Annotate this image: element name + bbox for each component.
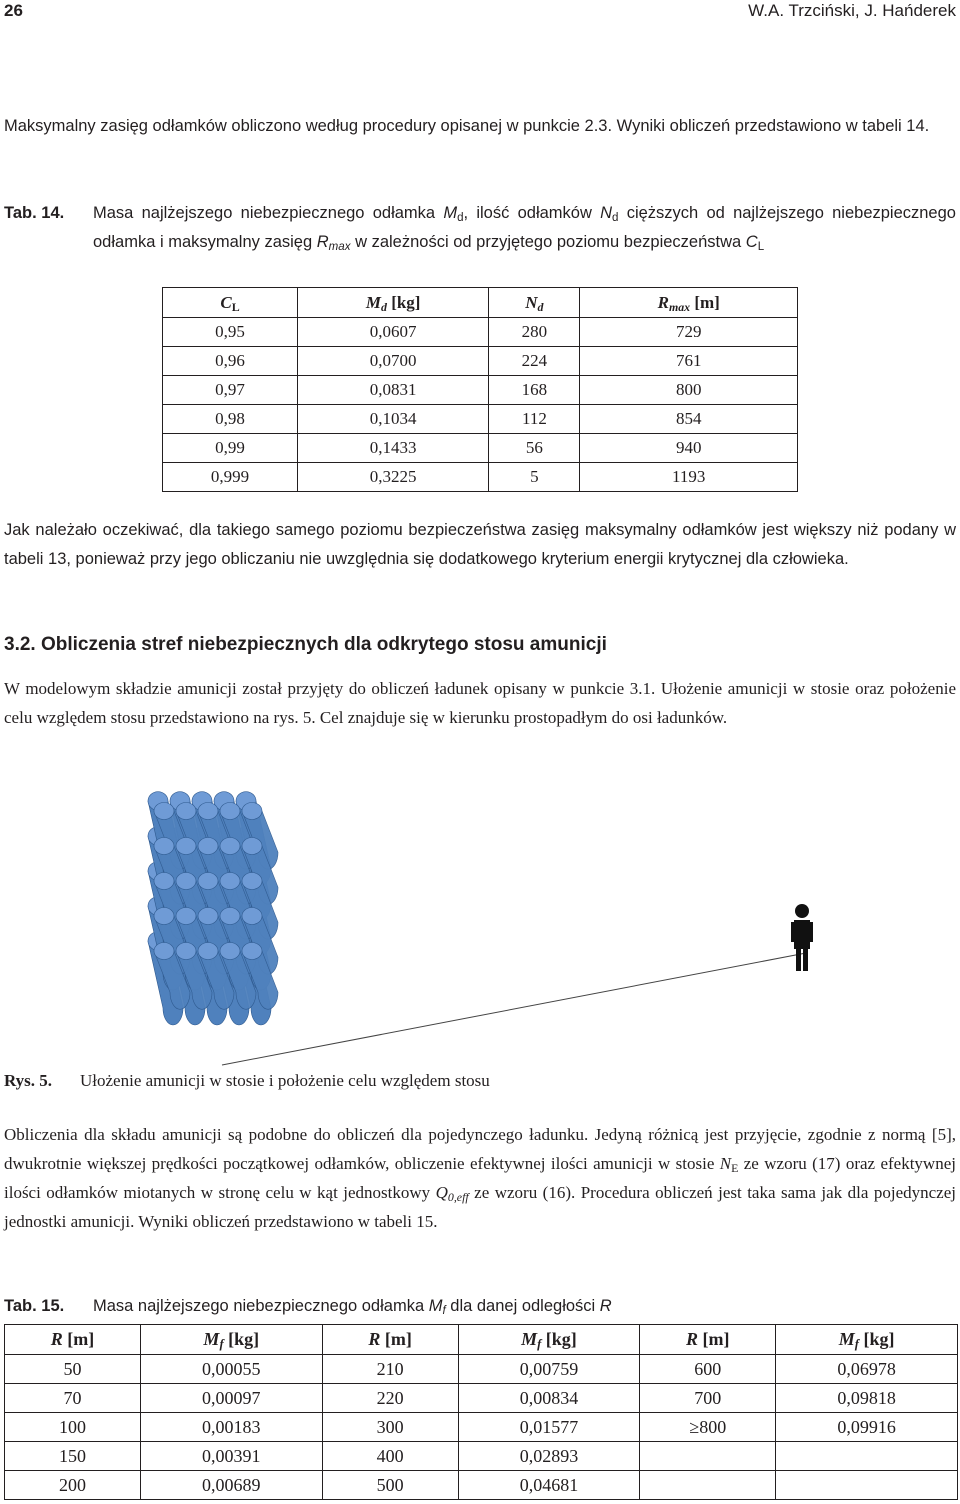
table-14	[162, 287, 798, 492]
table-row	[163, 376, 798, 405]
cylinder-end	[220, 943, 240, 960]
cylinder-end	[242, 908, 262, 925]
table-cell: 220	[322, 1384, 458, 1413]
table-cell: 0,97	[163, 376, 298, 405]
cylinder-end	[242, 943, 262, 960]
table-cell: 210	[322, 1355, 458, 1384]
table-cell: 0,00183	[140, 1413, 322, 1442]
table-cell: 0,95	[163, 318, 298, 347]
table-cell: 0,09916	[776, 1413, 958, 1442]
table-cell: 0,999	[163, 463, 298, 492]
table-row	[163, 347, 798, 376]
tab15-caption: Masa najlżejszego niebezpiecznego odłamka $M_f$ dla danej odległości R	[93, 1297, 612, 1317]
cylinder-end	[176, 873, 196, 890]
cylinder-end	[220, 873, 240, 890]
cylinder-end	[198, 908, 218, 925]
line-of-sight	[222, 953, 806, 1065]
cylinder-end	[176, 803, 196, 820]
stack-calculation-paragraph: Obliczenia dla składu amunicji są podobne do obliczeń dla pojedynczego ładunku. Jedyną różnicą jest przyjęcie, zgodnie z normą [5], dwukrotnie większej prędkości początkowej odłamków, obliczenie efektywnej ilości amunicji w stosie $N_E$ ze wzoru (17) oraz efektywnej ilości odłamków miotanych w stronę celu w kąt jednostkowy $Q_{0,eff}$ ze wzoru (16). Procedura obliczeń jest taka sama jak dla pojedynczej jednostki amunicji. Wyniki obliczeń przedstawiono w tabeli 15.	[4, 1125, 956, 1231]
col-header-rmax: $R_{max}$ [m]	[580, 288, 798, 318]
cylinder-end	[220, 803, 240, 820]
section-heading: 3.2. Obliczenia stref niebezpiecznych dla odkrytego stosu amunicji	[4, 634, 607, 655]
cylinder-end	[220, 838, 240, 855]
table-cell: 0,0607	[298, 318, 489, 347]
table-cell: 0,98	[163, 405, 298, 434]
table-cell: 300	[322, 1413, 458, 1442]
table-row	[163, 318, 798, 347]
table-cell: 0,00834	[458, 1384, 640, 1413]
table-cell: 854	[580, 405, 798, 434]
table-cell: 0,02893	[458, 1442, 640, 1471]
cylinder-end	[154, 803, 174, 820]
table-cell: 0,1034	[298, 405, 489, 434]
table-cell: 800	[580, 376, 798, 405]
table-cell: 100	[5, 1413, 141, 1442]
cylinder-end	[198, 943, 218, 960]
table-cell: 150	[5, 1442, 141, 1471]
table-cell: 700	[640, 1384, 776, 1413]
table-cell: 0,01577	[458, 1413, 640, 1442]
col-header-r: R [m]	[640, 1325, 776, 1355]
table-cell: 500	[322, 1471, 458, 1500]
page-number: 26	[4, 1, 23, 20]
figure-5-label: Rys. 5.	[4, 1071, 53, 1090]
col-header-r: R [m]	[322, 1325, 458, 1355]
cylinder-end	[176, 838, 196, 855]
cylinder-end	[176, 943, 196, 960]
table-15	[4, 1324, 958, 1500]
table-cell: 70	[5, 1384, 141, 1413]
table-cell	[640, 1471, 776, 1500]
table-cell: 0,04681	[458, 1471, 640, 1500]
ammunition-stack	[148, 792, 278, 1025]
table-cell: 1193	[580, 463, 798, 492]
model-description-paragraph: W modelowym składzie amunicji został przyjęty do obliczeń ładunek opisany w punkcie 3.1. Ułożenie amunicji w stosie oraz położenie celu względem stosu przedstawiono na rys. 5. Cel znajduje się w kierunku prostopadłym do osi ładunków.	[4, 679, 956, 727]
table-cell: 280	[489, 318, 580, 347]
col-header-nd: $N_d$	[489, 288, 580, 318]
cylinder-end	[154, 943, 174, 960]
col-header-mf: $M_f$ [kg]	[140, 1325, 322, 1355]
table-cell: 56	[489, 434, 580, 463]
table-cell: 5	[489, 463, 580, 492]
cylinder-end	[242, 803, 262, 820]
cylinder-end	[176, 908, 196, 925]
table-cell	[776, 1442, 958, 1471]
table-cell: 761	[580, 347, 798, 376]
table-cell: 0,99	[163, 434, 298, 463]
table-cell: 0,00689	[140, 1471, 322, 1500]
table-cell: 0,0831	[298, 376, 489, 405]
intro-paragraph: Maksymalny zasięg odłamków obliczono według procedury opisanej w punkcie 2.3. Wyniki obliczeń przedstawiono w tabeli 14.	[4, 117, 930, 135]
col-header-mf: $M_f$ [kg]	[776, 1325, 958, 1355]
table-cell: 0,06978	[776, 1355, 958, 1384]
target-person-icon	[791, 904, 813, 971]
table-header-row	[163, 288, 798, 318]
table-row	[5, 1384, 958, 1413]
tab14-label: Tab. 14.	[4, 204, 65, 222]
cylinder-end	[198, 873, 218, 890]
cylinder-end	[154, 908, 174, 925]
table-cell: 0,0700	[298, 347, 489, 376]
cylinder-end	[242, 873, 262, 890]
table-row	[5, 1413, 958, 1442]
table-row	[5, 1355, 958, 1384]
discussion-paragraph: Jak należało oczekiwać, dla takiego samego poziomu bezpieczeństwa zasięg maksymalny odłamków jest większy niż podany w tabeli 13, ponieważ przy jego obliczaniu nie uwzględnia się dodatkowego kryterium energii krytycznej dla człowieka.	[4, 521, 956, 568]
table-row	[163, 463, 798, 492]
table-cell: 224	[489, 347, 580, 376]
cylinder-end	[220, 908, 240, 925]
table-row	[163, 405, 798, 434]
table-cell: 200	[5, 1471, 141, 1500]
table-cell: 0,96	[163, 347, 298, 376]
cylinder-end	[242, 838, 262, 855]
col-header-mf: $M_f$ [kg]	[458, 1325, 640, 1355]
figure-5	[0, 785, 960, 1075]
cylinder-end	[198, 838, 218, 855]
table-cell: 729	[580, 318, 798, 347]
table-cell: 50	[5, 1355, 141, 1384]
table-cell: 112	[489, 405, 580, 434]
table-cell: 0,00097	[140, 1384, 322, 1413]
col-header-r: R [m]	[5, 1325, 141, 1355]
table-cell: 0,1433	[298, 434, 489, 463]
tab14-caption: Masa najlżejszego niebezpiecznego odłamka $M_d$, ilość odłamków $N_d$ cięższych od najlżejszego niebezpiecznego odłamka i maksymalny zasięg $R_{max}$ w zależności od przyjętego poziomu bezpieczeństwa $C_L$	[93, 204, 956, 253]
tab15-label: Tab. 15.	[4, 1297, 65, 1315]
table-cell: 0,09818	[776, 1384, 958, 1413]
table-cell: ≥800	[640, 1413, 776, 1442]
table-row	[5, 1471, 958, 1500]
table-cell: 600	[640, 1355, 776, 1384]
cylinder-end	[198, 803, 218, 820]
table-cell: 0,3225	[298, 463, 489, 492]
cylinder-end	[154, 873, 174, 890]
table-row	[5, 1442, 958, 1471]
table-cell: 0,00391	[140, 1442, 322, 1471]
table-header-row	[5, 1325, 958, 1355]
table-cell: 0,00055	[140, 1355, 322, 1384]
table-cell: 168	[489, 376, 580, 405]
table-cell	[776, 1471, 958, 1500]
running-header-authors: W.A. Trzciński, J. Hańderek	[748, 1, 956, 20]
table-cell: 400	[322, 1442, 458, 1471]
table-row	[163, 434, 798, 463]
col-header-md: $M_d$ [kg]	[298, 288, 489, 318]
table-cell: 0,00759	[458, 1355, 640, 1384]
col-header-cl: $C_L$	[163, 288, 298, 318]
table-cell: 940	[580, 434, 798, 463]
table-cell	[640, 1442, 776, 1471]
cylinder-end	[154, 838, 174, 855]
figure-5-caption: Ułożenie amunicji w stosie i położenie celu względem stosu	[80, 1071, 490, 1090]
